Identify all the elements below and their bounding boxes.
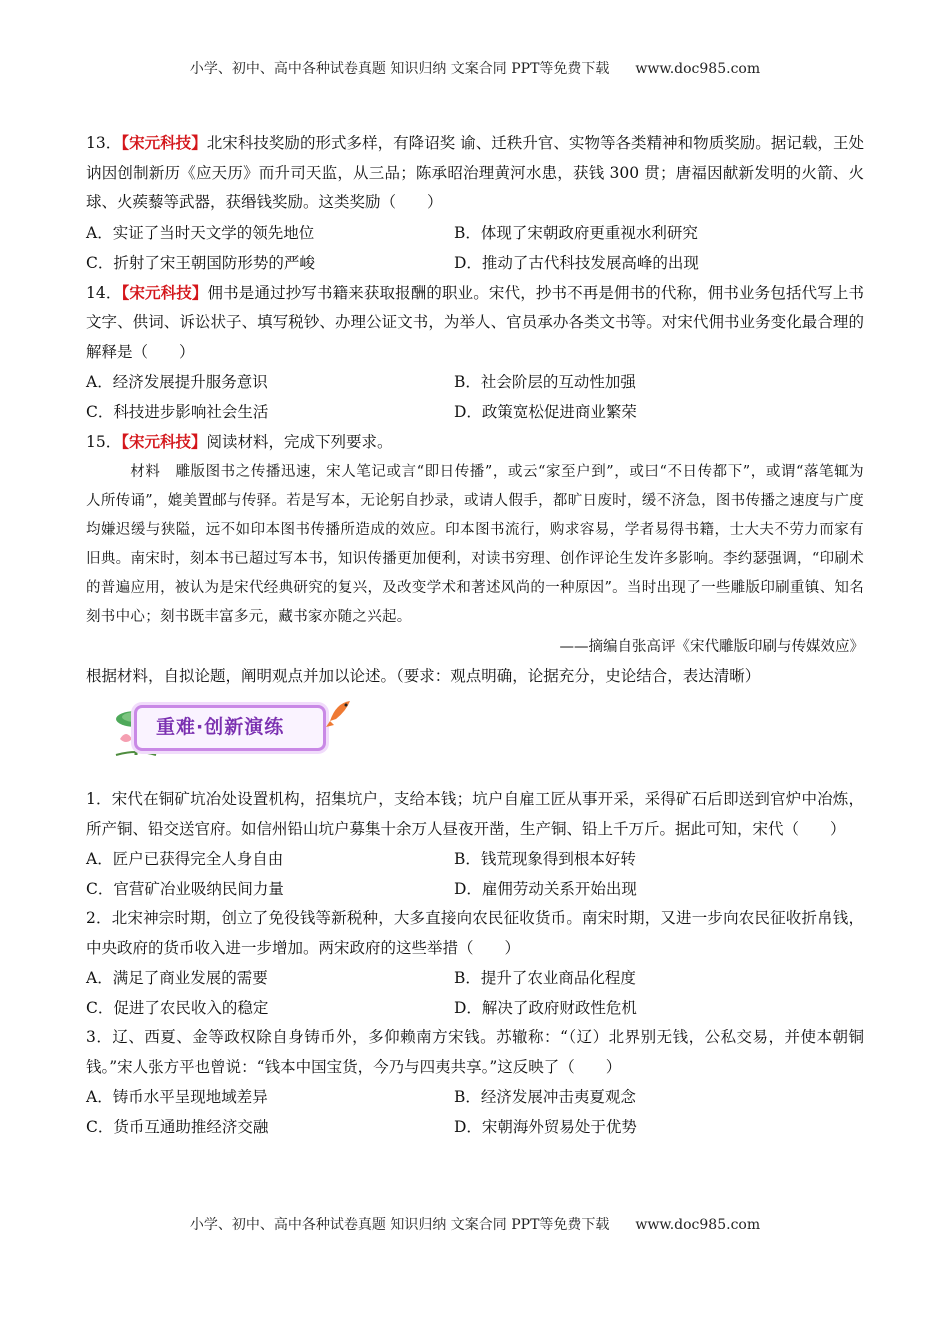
- option-d[interactable]: D．宋朝海外贸易处于优势: [454, 1118, 637, 1136]
- question-13: [86, 128, 864, 218]
- option-c[interactable]: C．折射了宋王朝国防形势的严峻: [86, 253, 315, 272]
- option-a[interactable]: A．满足了商业发展的需要: [86, 969, 268, 987]
- question-requirement: 根据材料，自拟论题，阐明观点并加以论述。（要求：观点明确，论据充分，史论结合，表达清晰）: [86, 666, 761, 685]
- option-d[interactable]: D．政策宽松促进商业繁荣: [454, 403, 637, 421]
- header-text: 小学、初中、高中各种试卷真题 知识归纳 文案合同 PPT等免费下载: [189, 61, 610, 77]
- options-row: [86, 963, 864, 993]
- topic-tag: 【宋元科技】: [121, 133, 207, 152]
- topic-tag: 【宋元科技】: [121, 432, 207, 451]
- header-site[interactable]: www.doc985.com: [635, 61, 761, 77]
- footer-text: 小学、初中、高中各种试卷真题 知识归纳 文案合同 PPT等免费下载: [189, 1217, 610, 1233]
- section-title: 重难·创新演练: [156, 716, 285, 738]
- section-banner: [86, 695, 864, 775]
- option-d[interactable]: D．推动了古代科技发展高峰的出现: [454, 253, 699, 272]
- question-stem: 宋代在铜矿坑冶处设置机构，招集坑户，支给本钱；坑户自雇工匠从事开采，采得矿石后即送到官炉中冶炼，所产铜、铅交送官府。如信州铅山坑户募集十余万人昼夜开凿，生产铜、铅上千万斤。据此可知，宋代（ ）: [86, 790, 864, 838]
- option-a[interactable]: A．铸币水平呈现地域差异: [86, 1088, 268, 1106]
- koi-fish-icon: [324, 695, 358, 729]
- option-c[interactable]: C．促进了农民收入的稳定: [86, 999, 269, 1017]
- footer-site[interactable]: www.doc985.com: [635, 1217, 761, 1233]
- option-a[interactable]: A．匠户已获得完全人身自由: [86, 850, 284, 868]
- question-number: 1．: [86, 790, 112, 808]
- question-stem: 北宋科技奖励的形式多样，有降诏奖 谕、迁秩升官、实物等各类精神和物质奖励。据记载，王处讷因创制新历《应天历》而升司天监，从三品；陈承昭治理黄河水患，获钱 300 贯；唐福因献新发明的火箭、火球、火蒺藜等武器，获缗钱奖励。这类奖励（ ）: [86, 134, 864, 211]
- material-source: ——摘编自张高评《宋代雕版印刷与传媒效应》: [559, 638, 864, 655]
- options-row: [86, 1082, 864, 1112]
- question-number: 2．: [86, 909, 112, 927]
- options-row: [86, 844, 864, 874]
- question-stem: 阅读材料，完成下列要求。: [206, 433, 393, 451]
- question-15: [86, 427, 864, 458]
- reading-material: [86, 458, 864, 632]
- option-a[interactable]: A．经济发展提升服务意识: [86, 373, 268, 391]
- options-row: [86, 367, 864, 397]
- options-row: [86, 993, 864, 1023]
- question-number: 15．: [86, 433, 122, 451]
- option-c[interactable]: C．官营矿冶业吸纳民间力量: [86, 880, 284, 898]
- page-header: [0, 58, 950, 78]
- option-d[interactable]: D．雇佣劳动关系开始出现: [454, 880, 637, 898]
- question-3: [86, 1023, 864, 1082]
- topic-tag: 【宋元科技】: [121, 282, 208, 302]
- option-c[interactable]: C．科技进步影响社会生活: [86, 403, 269, 421]
- option-b[interactable]: B．钱荒现象得到根本好转: [454, 850, 636, 868]
- option-c[interactable]: C．货币互通助推经济交融: [86, 1118, 269, 1136]
- options-row: [86, 874, 864, 904]
- question-14: [86, 278, 864, 368]
- question-number: 3．: [86, 1028, 113, 1046]
- exam-content: [86, 128, 864, 1142]
- option-b[interactable]: B．体现了宋朝政府更重视水利研究: [454, 223, 698, 242]
- question-stem: 北宋神宗时期，创立了免役钱等新税种，大多直接向农民征收货币。南宋时期，又进一步向农民征收折帛钱，中央政府的货币收入进一步增加。两宋政府的这些举措（ ）: [86, 909, 864, 957]
- option-b[interactable]: B．提升了农业商品化程度: [454, 969, 636, 987]
- options-row: [86, 248, 864, 278]
- option-d[interactable]: D．解决了政府财政性危机: [454, 999, 637, 1017]
- page-footer: [0, 1214, 950, 1234]
- options-row: [86, 397, 864, 427]
- question-stem: 辽、西夏、金等政权除自身铸币外，多仰赖南方宋钱。苏辙称：“（辽）北界别无钱，公私交易，并使本朝铜钱。”宋人张方平也曾说：“钱本中国宝货，今乃与四夷共享。”这反映了（ ）: [86, 1028, 864, 1076]
- question-1: [86, 785, 864, 844]
- question-stem: 佣书是通过抄写书籍来获取报酬的职业。宋代，抄书不再是佣书的代称，佣书业务包括代写上书文字、供词、诉讼状子、填写税钞、办理公证文书，为举人、官员承办各类文书等。对宋代佣书业务变化最合理的解释是（ ）: [86, 283, 864, 361]
- option-b[interactable]: B．社会阶层的互动性加强: [454, 373, 636, 391]
- option-b[interactable]: B．经济发展冲击夷夏观念: [454, 1088, 636, 1106]
- question-number: 14．: [86, 283, 122, 302]
- option-a[interactable]: A．实证了当时天文学的领先地位: [86, 223, 315, 242]
- question-2: [86, 904, 864, 963]
- material-text: 材料 雕版图书之传播迅速，宋人笔记或言“即日传播”，或云“家至户到”，或曰“不日传都下”，或谓“落笔辄为人所传诵”，媲美置邮与传驿。若是写本，无论躬自抄录，或请人假手，都旷日废时，缓不济急，图书传播之速度与广度均嫌迟缓与狭隘，远不如印本图书传播所造成的效应。印本图书流行，购求容易，学者易得书籍，士大夫不劳力而家有旧典。南宋时，刻本书已超过写本书，知识传播更加便利，对读书穷理、创作评论生发许多影响。李约瑟强调，“印刷术的普遍应用，被认为是宋代经典研究的复兴，及改变学术和著述风尚的一种原因”。当时出现了一些雕版印刷重镇、知名刻书中心；刻书既丰富多元，藏书家亦随之兴起。: [86, 463, 864, 625]
- options-row: [86, 1112, 864, 1142]
- question-number: 13．: [86, 134, 122, 152]
- options-row: [86, 218, 864, 248]
